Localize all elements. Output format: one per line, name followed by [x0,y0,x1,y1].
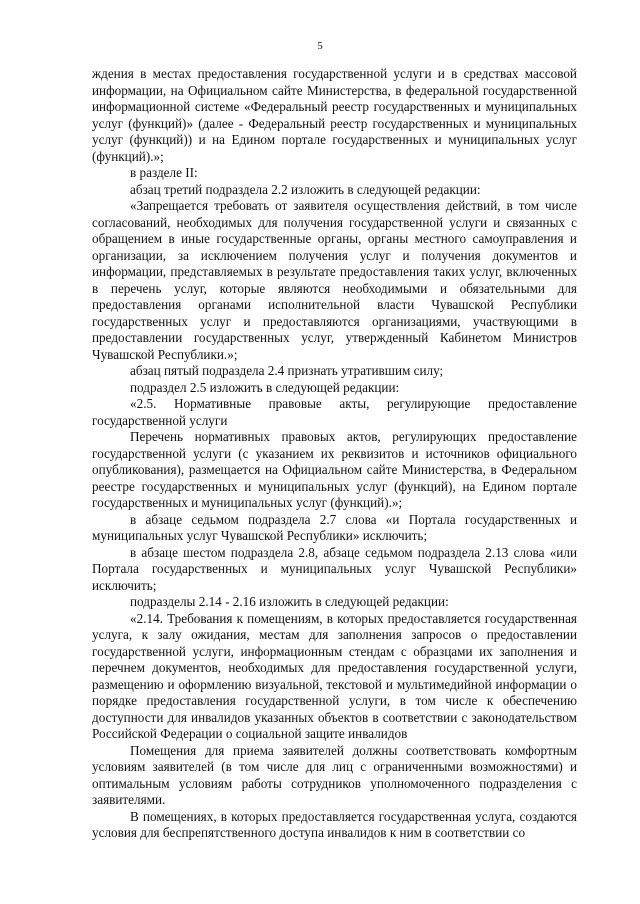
paragraph: в разделе II: [130,165,198,180]
document-body [92,66,577,842]
paragraph: «Запрещается требовать от заявителя осуществления действий, в том числе согласований, необходимых для получения государственной услуги и связанных с обращением в иные государственные органы, органы местного самоуправления и организации, за исключением получения услуг и получения документов и информации, представляемых в результате предоставления таких услуг, включенных в перечень услуг, которые являются необходимыми и обязательными для предоставления органами исполнительной власти Чувашской Республики государственных услуг и предоставляются организациями, участвующими в предоставлении государственных услуг, утвержденный Кабинетом Министров Чувашской Республики.»; [92,198,577,362]
paragraph: абзац пятый подраздела 2.4 признать утратившим силу; [130,363,444,378]
paragraph: ждения в местах предоставления государственной услуги и в средствах массовой информации, на Официальном сайте Министерства, в федеральной государственной информационной системе «Федеральный реестр государственных и муниципальных услуг (функций)» (далее - Федеральный реестр государственных и муниципальных услуг (функций)) и на Едином портале государственных и муниципальных услуг (функций).»; [92,66,577,164]
paragraph: «2.14. Требования к помещениям, в которых предоставляется государственная услуга, к залу ожидания, местам для заполнения запросов о предоставлении государственной услуги, информационным стендам с образцами их заполнения и перечнем документов, необходимых для предоставления государственной услуги, размещению и оформлению визуальной, текстовой и мультимедийной информации о порядке предоставления государственной услуги, в том числе к обеспечению доступности для инвалидов указанных объектов в соответствии с законодательством Российской Федерации о социальной защите инвалидов [92,610,577,741]
paragraph: Перечень нормативных правовых актов, регулирующих предоставление государственной услуги (с указанием их реквизитов и источников официального опубликования), размещается на Официальном сайте Министерства, в Федеральном реестре государственных и муниципальных услуг (функций), на Едином портале государственных и муниципальных услуг (функций).»; [92,429,577,510]
paragraph: в абзаце шестом подраздела 2.8, абзаце седьмом подраздела 2.13 слова «или Портала государственных и муниципальных услуг Чувашской Республики» исключить; [92,544,577,593]
paragraph: абзац третий подраздела 2.2 изложить в следующей редакции: [130,181,481,197]
paragraph: В помещениях, в которых предоставляется государственная услуга, создаются условия для беспрепятственного доступа инвалидов к ним в соответствии со [92,808,577,840]
paragraph: подраздел 2.5 изложить в следующей редакции: [130,379,400,395]
paragraph: «2.5. Нормативные правовые акты, регулирующие предоставление государственной услуги [92,396,577,428]
paragraph: подразделы 2.14 - 2.16 изложить в следующей редакции: [130,594,449,609]
paragraph: в абзаце седьмом подраздела 2.7 слова «и Портала государственных и муниципальных услуг Чувашской Республики» исключить; [92,511,577,543]
page-number: 5 [317,40,323,52]
paragraph: Помещения для приема заявителей должны соответствовать комфортным условиям заявителей (в том числе для лиц с ограниченными возможностями) и оптимальным условиям работы сотрудников уполномоченного подразделения с заявителями. [92,742,577,807]
